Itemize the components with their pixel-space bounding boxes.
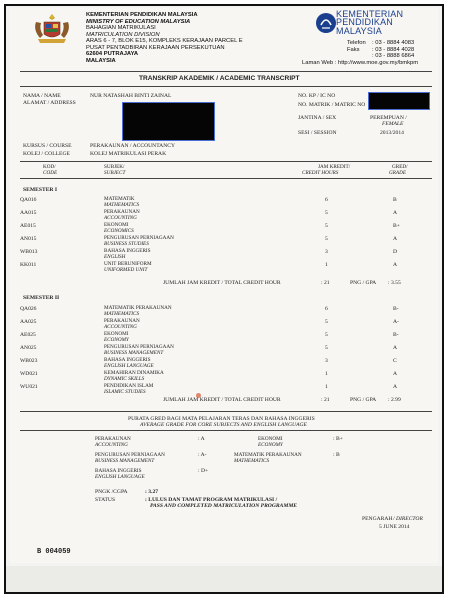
title-top-rule	[20, 71, 432, 72]
subject-name: BAHASA INGGERIS	[104, 357, 151, 363]
subject-name-en: UNIFORMED UNIT	[104, 266, 148, 273]
college-label: KOLEJ / COLLEGE	[23, 151, 70, 157]
course-code: WD021	[20, 371, 38, 377]
grade: A	[393, 345, 398, 351]
table-top-rule	[20, 161, 432, 162]
subject-name: PENDIDIKAN ISLAM	[104, 383, 154, 389]
grade-header: GRED/	[392, 164, 408, 170]
average-subject: EKONOMI	[258, 436, 283, 442]
status-label: STATUS	[95, 497, 116, 503]
subject-name-en: ENGLISH	[104, 253, 126, 260]
logo-text-line-2: PENDIDIKAN	[336, 17, 394, 28]
matric-label: NO. MATRIK / MATRIC NO	[298, 102, 366, 108]
grade: A	[393, 262, 398, 268]
average-subject-en: ACCOUNTING	[95, 441, 128, 448]
ic-label: NO. KP / IC NO	[298, 93, 336, 99]
grade: D	[393, 249, 398, 255]
phone-label: Telefon	[347, 40, 366, 46]
course-code: AN015	[20, 236, 37, 242]
sex-value: PEREMPUAN /	[370, 115, 407, 121]
average-grade: : D+	[198, 468, 209, 474]
credit-hours: 5	[325, 345, 328, 351]
header-line-2: MINISTRY OF EDUCATION MALAYSIA	[86, 18, 191, 25]
subject-name-en: ECONOMY	[104, 336, 129, 343]
semester-2-total-label: JUMLAH JAM KREDIT / TOTAL CREDIT HOUR	[163, 397, 281, 403]
subject-header-en: SUBJECT	[104, 170, 126, 176]
average-subject: PENGURUSAN PERNIAGAAN	[95, 452, 165, 458]
credit-hours: 1	[325, 384, 328, 390]
semester-1-total-value: : 21	[321, 280, 330, 286]
average-subject-en: MATHEMATICS	[234, 457, 270, 464]
average-title-en: AVERAGE GRADE FOR CORE SUBJECTS AND ENGLISH LANGUAGE	[140, 422, 307, 428]
subject-header: SUBJEK/	[104, 164, 125, 170]
title-bottom-rule	[20, 86, 432, 87]
sex-value-en: FEMALE	[382, 121, 404, 127]
average-grade: : B	[333, 452, 340, 458]
header-line-1: KEMENTERIAN PENDIDIKAN MALAYSIA	[86, 12, 198, 18]
average-subject: PERAKAUNAN	[95, 436, 131, 442]
address-redaction	[122, 102, 215, 141]
serial-number: B 004059	[37, 548, 71, 556]
subject-name-en: ACCOUNTING	[104, 214, 137, 221]
subject-name: KEMAHIRAN DINAMIKA	[104, 370, 164, 376]
course-value: PERAKAUNAN / ACCOUNTANCY	[90, 143, 176, 149]
grade: B-	[393, 332, 399, 338]
semester-2-total-value: : 21	[321, 397, 330, 403]
average-grade: : B+	[333, 436, 343, 442]
name-label: NAMA / NAME	[23, 93, 61, 99]
name-value: NUR NATASHAH BINTI ZAINAL	[90, 93, 172, 99]
credit-hours: 3	[325, 358, 328, 364]
credit-hours: 5	[325, 236, 328, 242]
logo-text-line-1: KEMENTERIAN	[336, 9, 404, 19]
grade: C	[393, 358, 397, 364]
average-title: PURATA GRED BAGI MATA PELAJARAN TERAS DAN BAHASA INGGERIS	[128, 416, 315, 422]
subject-name: BAHASA INGGERIS	[104, 248, 151, 254]
semester-2-gpa-label: PNG / GPA	[350, 397, 377, 403]
header-line-5: ARAS 6 - 7, BLOK E15, KOMPLEKS KERAJAAN PARCEL E	[86, 38, 243, 44]
grade: A	[393, 384, 398, 390]
credit-hours: 5	[325, 210, 328, 216]
subject-name-en: BUSINESS MANAGEMENT	[104, 349, 164, 356]
credit-hours: 1	[325, 371, 328, 377]
table-header-rule	[20, 178, 432, 179]
average-top-rule	[20, 411, 432, 412]
header-line-6: PUSAT PENTADBIRAN KERAJAAN PERSEKUTUAN	[86, 44, 225, 51]
credit-hours: 6	[325, 306, 328, 312]
grade: B+	[393, 223, 400, 229]
session-label: SESI / SESSION	[298, 130, 337, 136]
bottom-margin	[6, 566, 442, 592]
average-subject-en: BUSINESS MANAGEMENT	[95, 457, 155, 464]
session-value: 2013/2014	[380, 130, 404, 136]
subject-name-en: MATHEMATICS	[104, 310, 140, 317]
semester-1-gpa-label: PNG / GPA	[350, 280, 377, 286]
course-code: WB013	[20, 249, 38, 255]
subject-name: PENGURUSAN PERNIAGAAN	[104, 235, 174, 241]
subject-name: EKONOMI	[104, 222, 129, 228]
average-subject-en: ECONOMY	[258, 441, 283, 448]
code-header: KOD/	[43, 164, 56, 170]
cgpa-value: : 3.27	[145, 489, 159, 495]
subject-name: PERAKAUNAN	[104, 318, 140, 324]
course-code: KK011	[20, 262, 37, 268]
average-grade: : A	[198, 436, 205, 442]
credit-hours: 3	[325, 249, 328, 255]
grade: A-	[393, 319, 399, 325]
subject-name: PERAKAUNAN	[104, 209, 140, 215]
course-code: AA025	[20, 319, 37, 325]
fax-label: Faks	[347, 46, 360, 53]
average-subject: MATEMATIK PERAKAUNAN	[234, 452, 302, 458]
credit-hours: 1	[325, 262, 328, 268]
status-value: : LULUS DAN TAMAT PROGRAM MATRIKULASI /	[145, 497, 278, 503]
course-code: QA026	[20, 306, 37, 312]
subject-name: MATEMATIK PERAKAUNAN	[104, 305, 172, 311]
course-code: WB023	[20, 358, 38, 364]
course-label: KURSUS / COURSE	[23, 143, 72, 149]
course-code: AA015	[20, 210, 37, 216]
credit-hours: 5	[325, 223, 328, 229]
phone-value: : 03 - 8884 4083	[372, 40, 415, 46]
document-title: TRANSKRIP AKADEMIK / ACADEMIC TRANSCRIPT	[139, 75, 300, 82]
grade: A	[393, 236, 398, 242]
course-code: AN025	[20, 345, 37, 351]
course-code: QA016	[20, 197, 37, 203]
fax-value: : 03 - 8884 4028	[372, 46, 415, 53]
semester-1-total-label: JUMLAH JAM KREDIT / TOTAL CREDIT HOUR	[163, 280, 281, 286]
subject-name-en: MATHEMATICS	[104, 201, 140, 208]
subject-name-en: ACCOUNTING	[104, 323, 137, 330]
subject-name-en: ENGLISH LANGUAGE	[104, 362, 154, 369]
code-header-en: CODE	[43, 170, 58, 176]
grade: B-	[393, 306, 399, 312]
semester-2-gpa-value: : 2.99	[388, 397, 401, 403]
credit-hours: 5	[325, 319, 328, 325]
subject-name-en: ECONOMICS	[104, 227, 134, 234]
header-line-3: BAHAGIAN MATRIKULASI	[86, 25, 156, 31]
grade: B	[393, 197, 397, 203]
status-value-en: PASS AND COMPLETED MATRICULATION PROGRAMME	[150, 503, 298, 509]
header-line-4: MATRICULATION DIVISION	[86, 31, 160, 38]
course-code: WU021	[20, 384, 38, 390]
director-label: PENGARAH	[362, 516, 393, 522]
average-subject: BAHASA INGGERIS	[95, 468, 142, 474]
average-subject-en: ENGLISH LANGUAGE	[95, 473, 145, 480]
address-label: ALAMAT / ADDRESS	[23, 100, 76, 106]
subject-name: EKONOMI	[104, 331, 129, 337]
average-bottom-rule	[20, 430, 432, 431]
ic-redaction	[368, 92, 430, 110]
header-line-8: MALAYSIA	[86, 57, 116, 64]
subject-name: PENGURUSAN PERNIAGAAN	[104, 344, 174, 350]
grade: A	[393, 210, 398, 216]
credit-hours: 6	[325, 197, 328, 203]
subject-name-en: DYNAMIC SKILLS	[104, 375, 145, 382]
grade-header-en: GRADE	[389, 170, 406, 176]
average-grade: : A-	[198, 452, 207, 458]
sex-label: JANTINA / SEX	[298, 115, 337, 121]
header-line-7: 62604 PUTRAJAYA	[86, 51, 139, 57]
credit-header-en: CREDIT HOURS	[302, 170, 339, 176]
cgpa-label: PNGK /CGPA	[95, 489, 128, 495]
subject-name-en: ISLAMIC STUDIES	[104, 388, 146, 395]
subject-name-en: BUSINESS STUDIES	[104, 240, 149, 247]
semester-1-gpa-value: : 3.55	[388, 280, 401, 286]
course-code: AE025	[20, 332, 36, 338]
subject-name: UNIT BERUNIFORM	[104, 261, 152, 267]
issue-date: 5 JUNE 2014	[379, 524, 410, 530]
course-code: AE015	[20, 223, 36, 229]
semester-2-title: SEMESTER II	[23, 295, 60, 301]
college-value: KOLEJ MATRIKULASI PERAK	[90, 151, 167, 157]
grade: A	[393, 371, 398, 377]
malaysia-crest-icon	[30, 12, 75, 46]
subject-name: MATEMATIK	[104, 196, 135, 202]
credit-header: JAM KREDIT/	[318, 164, 351, 170]
credit-hours: 5	[325, 332, 328, 338]
website: Laman Web : http://www.moe.gov.my/bmkpm	[302, 60, 419, 66]
ministry-logo-text	[336, 10, 403, 35]
logo-text-line-3: MALAYSIA	[336, 25, 382, 36]
director-label-en: / DIRECTOR	[393, 516, 423, 522]
phone2-value: : 03 - 8888 6864	[372, 53, 415, 59]
semester-1-title: SEMESTER I	[23, 187, 58, 193]
